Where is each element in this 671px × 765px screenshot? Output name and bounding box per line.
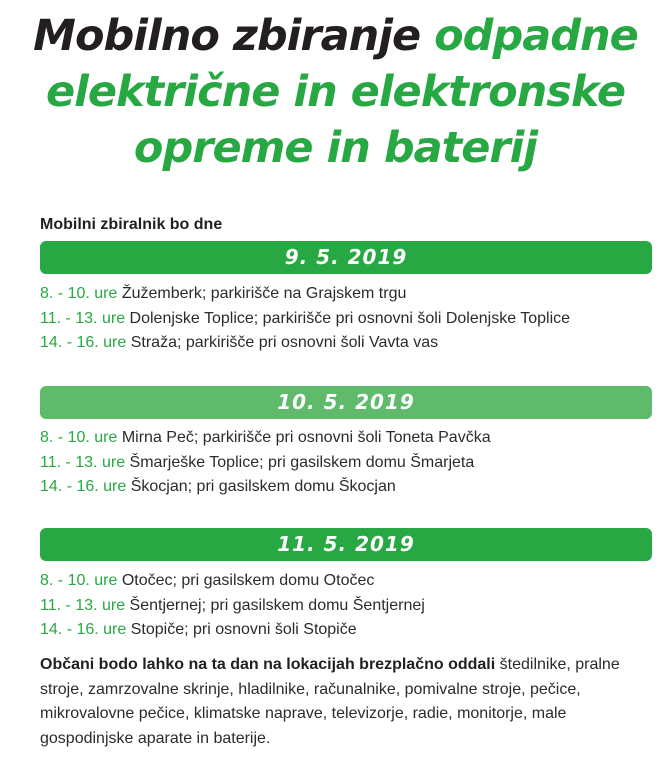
schedule-row	[40, 618, 660, 643]
page-title	[0, 8, 671, 176]
title-line-2: električne in elektronske	[45, 67, 626, 117]
title-part-green: odpadne	[434, 11, 638, 61]
schedule-row	[40, 331, 660, 356]
time-slot: 8. - 10. ure	[40, 429, 118, 446]
location: Šmarješke Toplice; pri gasilskem domu Šmarjeta	[129, 453, 475, 471]
title-line-3: opreme in baterij	[133, 123, 538, 173]
time-slot: 14. - 16. ure	[40, 621, 127, 638]
location: Mirna Peč; parkirišče pri osnovni šoli Toneta Pavčka	[121, 429, 491, 446]
time-slot: 8. - 10. ure	[40, 285, 118, 302]
footer-lead: Občani bodo lahko na ta dan na lokacijah brezplačno oddali	[40, 656, 496, 673]
schedule-row	[40, 569, 660, 594]
location: Otočec; pri gasilskem domu Otočec	[121, 572, 375, 589]
schedule-day-3	[40, 569, 660, 643]
location: Škocjan; pri gasilskem domu Škocjan	[130, 478, 396, 495]
time-slot: 14. - 16. ure	[40, 334, 127, 351]
schedule-row	[40, 282, 660, 307]
location: Šentjernej; pri gasilskem domu Šentjernej	[129, 596, 425, 614]
schedule-row	[40, 451, 660, 476]
schedule-row	[40, 594, 660, 619]
schedule-day-1	[40, 282, 660, 356]
schedule-day-2	[40, 426, 660, 500]
time-slot: 8. - 10. ure	[40, 572, 118, 589]
location: Dolenjske Toplice; parkirišče pri osnovni šoli Dolenjske Toplice	[129, 309, 571, 327]
time-slot: 11. - 13. ure	[40, 453, 126, 471]
date-banner-2: 10. 5. 2019	[40, 386, 652, 419]
location: Žužemberk; parkirišče na Grajskem trgu	[121, 285, 407, 302]
intro-text: Mobilni zbiralnik bo dne	[40, 216, 223, 233]
time-slot: 11. - 13. ure	[40, 309, 126, 327]
title-part-dark: Mobilno zbiranje	[33, 11, 421, 61]
footer-paragraph	[40, 653, 660, 751]
schedule-row	[40, 307, 660, 332]
date-banner-1: 9. 5. 2019	[40, 241, 652, 274]
date-banner-3: 11. 5. 2019	[40, 528, 652, 561]
schedule-row	[40, 475, 660, 500]
location: Stopiče; pri osnovni šoli Stopiče	[130, 621, 357, 638]
footer-items: štedilnike, pralne stroje, zamrzovalne skrinje, hladilnike, računalnike, pomivalne stroje, pečice, mikrovalovne pečice, klimatske naprave, televizorje, radie, monitorje, male gospodinjske aparate in baterije.	[40, 656, 620, 747]
time-slot: 14. - 16. ure	[40, 478, 127, 495]
location: Straža; parkirišče pri osnovni šoli Vavta vas	[130, 334, 439, 351]
schedule-row	[40, 426, 660, 451]
time-slot: 11. - 13. ure	[40, 596, 126, 614]
